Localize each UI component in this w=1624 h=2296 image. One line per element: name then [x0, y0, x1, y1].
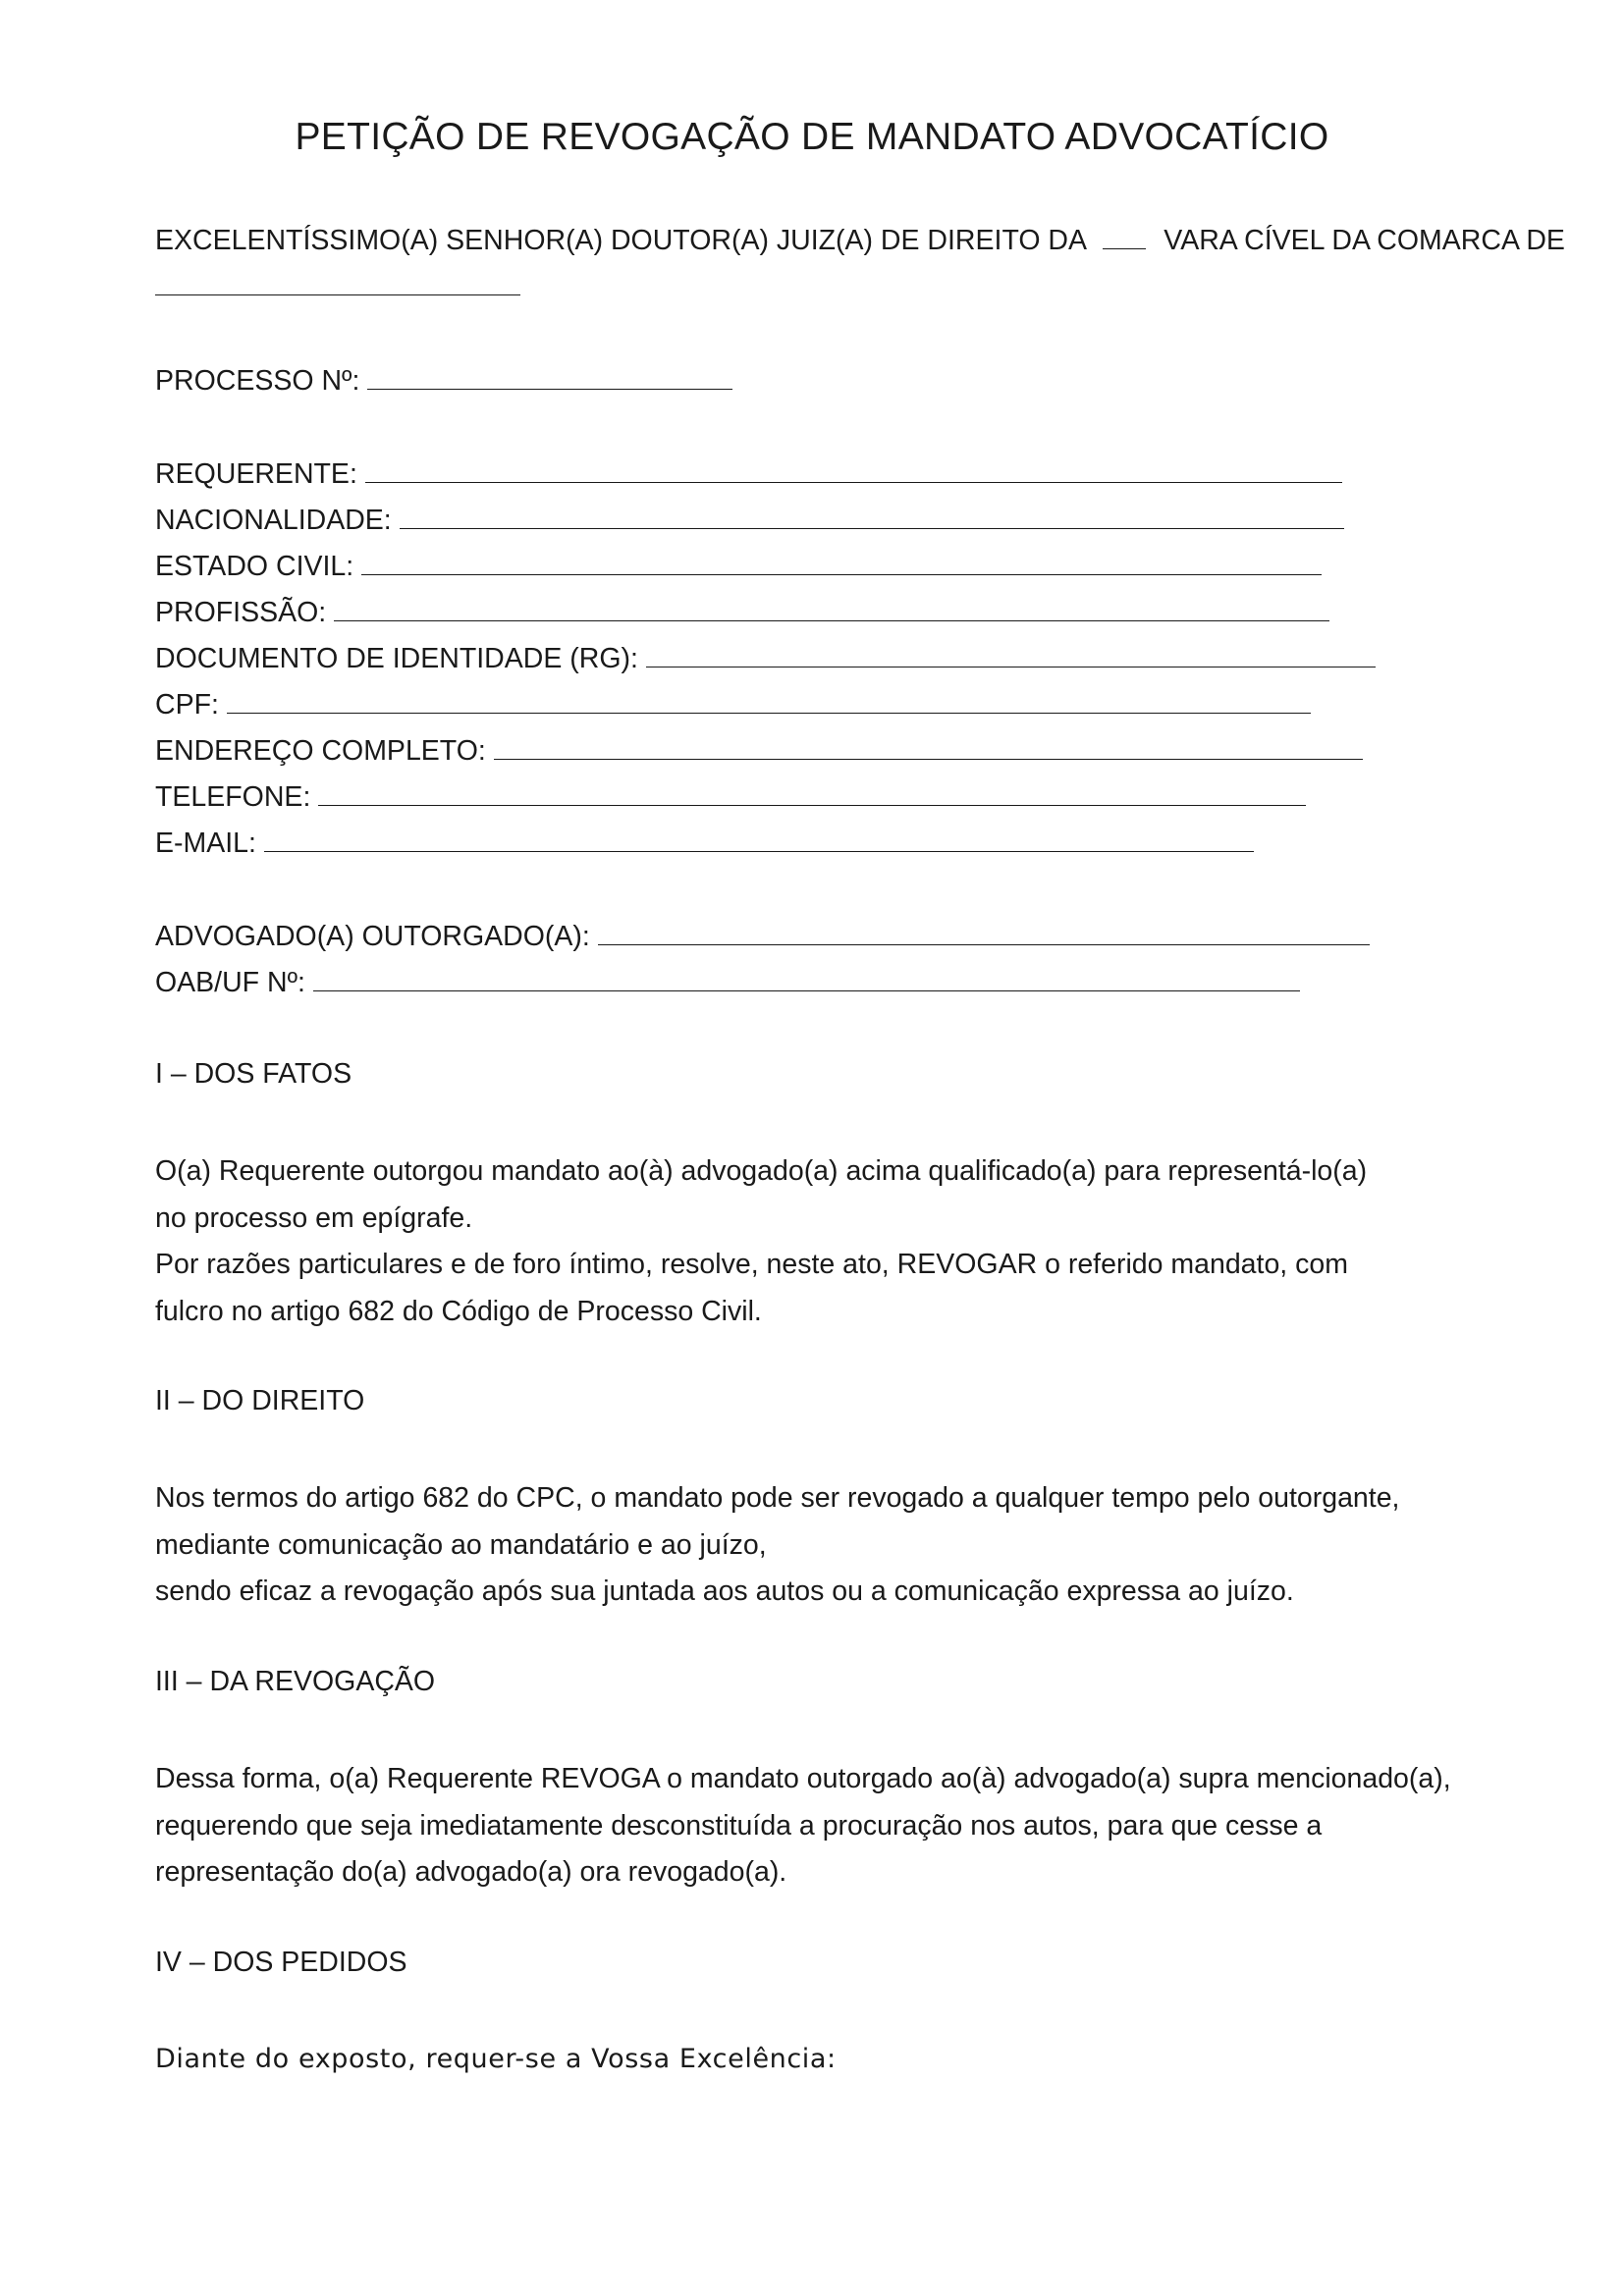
- facts-paragraph: [155, 1148, 1367, 1335]
- requests-line: Diante do exposto, requer-se a Vossa Excelência:: [155, 2044, 837, 2074]
- law-line: Nos termos do artigo 682 do CPC, o mandato pode ser revogado a qualquer tempo pelo outorgante,: [155, 1482, 1400, 1514]
- judge-address-part2: VARA CÍVEL DA COMARCA DE: [1164, 225, 1565, 256]
- revocation-paragraph: [155, 1756, 1451, 1896]
- law-heading: II – DO DIREITO: [155, 1385, 365, 1416]
- requester-label: REQUERENTE:: [155, 458, 357, 490]
- oab-blank[interactable]: [313, 963, 1300, 991]
- district-blank[interactable]: [155, 267, 520, 295]
- facts-line: Por razões particulares e de foro íntimo, resolve, neste ato, REVOGAR o referido mandato, com: [155, 1249, 1348, 1280]
- profession-field: [155, 593, 1329, 630]
- address-label: ENDEREÇO COMPLETO:: [155, 735, 486, 767]
- facts-heading: I – DOS FATOS: [155, 1058, 352, 1090]
- identity-document-field: [155, 639, 1376, 676]
- address-field: [155, 731, 1363, 769]
- cpf-blank[interactable]: [227, 685, 1311, 714]
- judge-address-part1: EXCELENTÍSSIMO(A) SENHOR(A) DOUTOR(A) JUIZ(A) DE DIREITO DA: [155, 225, 1086, 256]
- lawyer-blank[interactable]: [598, 917, 1370, 945]
- law-line: sendo eficaz a revogação após sua juntada aos autos ou a comunicação expressa ao juízo.: [155, 1575, 1294, 1607]
- phone-blank[interactable]: [318, 777, 1306, 806]
- email-field: [155, 824, 1254, 861]
- profession-blank[interactable]: [334, 593, 1329, 621]
- nationality-blank[interactable]: [400, 501, 1344, 529]
- requester-field: [155, 454, 1342, 492]
- requests-paragraph: [155, 2036, 837, 2083]
- marital-status-label: ESTADO CIVIL:: [155, 551, 354, 582]
- identity-document-label: DOCUMENTO DE IDENTIDADE (RG):: [155, 643, 638, 674]
- profession-label: PROFISSÃO:: [155, 597, 327, 628]
- revocation-heading: III – DA REVOGAÇÃO: [155, 1666, 436, 1697]
- process-number-field: [155, 361, 732, 399]
- district-line: [155, 267, 520, 304]
- email-blank[interactable]: [264, 824, 1254, 852]
- cpf-field: [155, 685, 1311, 722]
- judge-address-line: [155, 221, 1565, 258]
- revocation-line: Dessa forma, o(a) Requerente REVOGA o mandato outorgado ao(à) advogado(a) supra mencionado(a),: [155, 1763, 1451, 1794]
- phone-field: [155, 777, 1306, 815]
- process-number-label: PROCESSO Nº:: [155, 365, 360, 397]
- law-line: mediante comunicação ao mandatário e ao juízo,: [155, 1528, 767, 1561]
- marital-status-field: [155, 547, 1322, 584]
- lawyer-field: [155, 917, 1370, 954]
- law-paragraph: [155, 1475, 1399, 1616]
- facts-line: no processo em epígrafe.: [155, 1201, 473, 1234]
- cpf-label: CPF:: [155, 689, 219, 721]
- marital-status-blank[interactable]: [361, 547, 1322, 575]
- requester-blank[interactable]: [365, 454, 1342, 483]
- document-title: PETIÇÃO DE REVOGAÇÃO DE MANDATO ADVOCATÍCIO: [295, 116, 1329, 158]
- process-number-blank[interactable]: [367, 361, 732, 390]
- court-number-blank[interactable]: [1103, 221, 1146, 249]
- facts-line: fulcro no artigo 682 do Código de Processo Civil.: [155, 1295, 762, 1327]
- oab-label: OAB/UF Nº:: [155, 967, 305, 998]
- address-blank[interactable]: [494, 731, 1363, 760]
- revocation-line: representação do(a) advogado(a) ora revogado(a).: [155, 1856, 787, 1888]
- nationality-field: [155, 501, 1344, 538]
- facts-line: O(a) Requerente outorgou mandato ao(à) advogado(a) acima qualificado(a) para representá-lo(a): [155, 1155, 1368, 1187]
- email-label: E-MAIL:: [155, 828, 256, 859]
- revocation-line: requerendo que seja imediatamente desconstituída a procuração nos autos, para que cesse a: [155, 1809, 1323, 1842]
- identity-document-blank[interactable]: [646, 639, 1376, 667]
- lawyer-label: ADVOGADO(A) OUTORGADO(A):: [155, 921, 590, 952]
- requests-heading: IV – DOS PEDIDOS: [155, 1947, 407, 1978]
- oab-field: [155, 963, 1300, 1000]
- phone-label: TELEFONE:: [155, 781, 311, 813]
- nationality-label: NACIONALIDADE:: [155, 505, 392, 536]
